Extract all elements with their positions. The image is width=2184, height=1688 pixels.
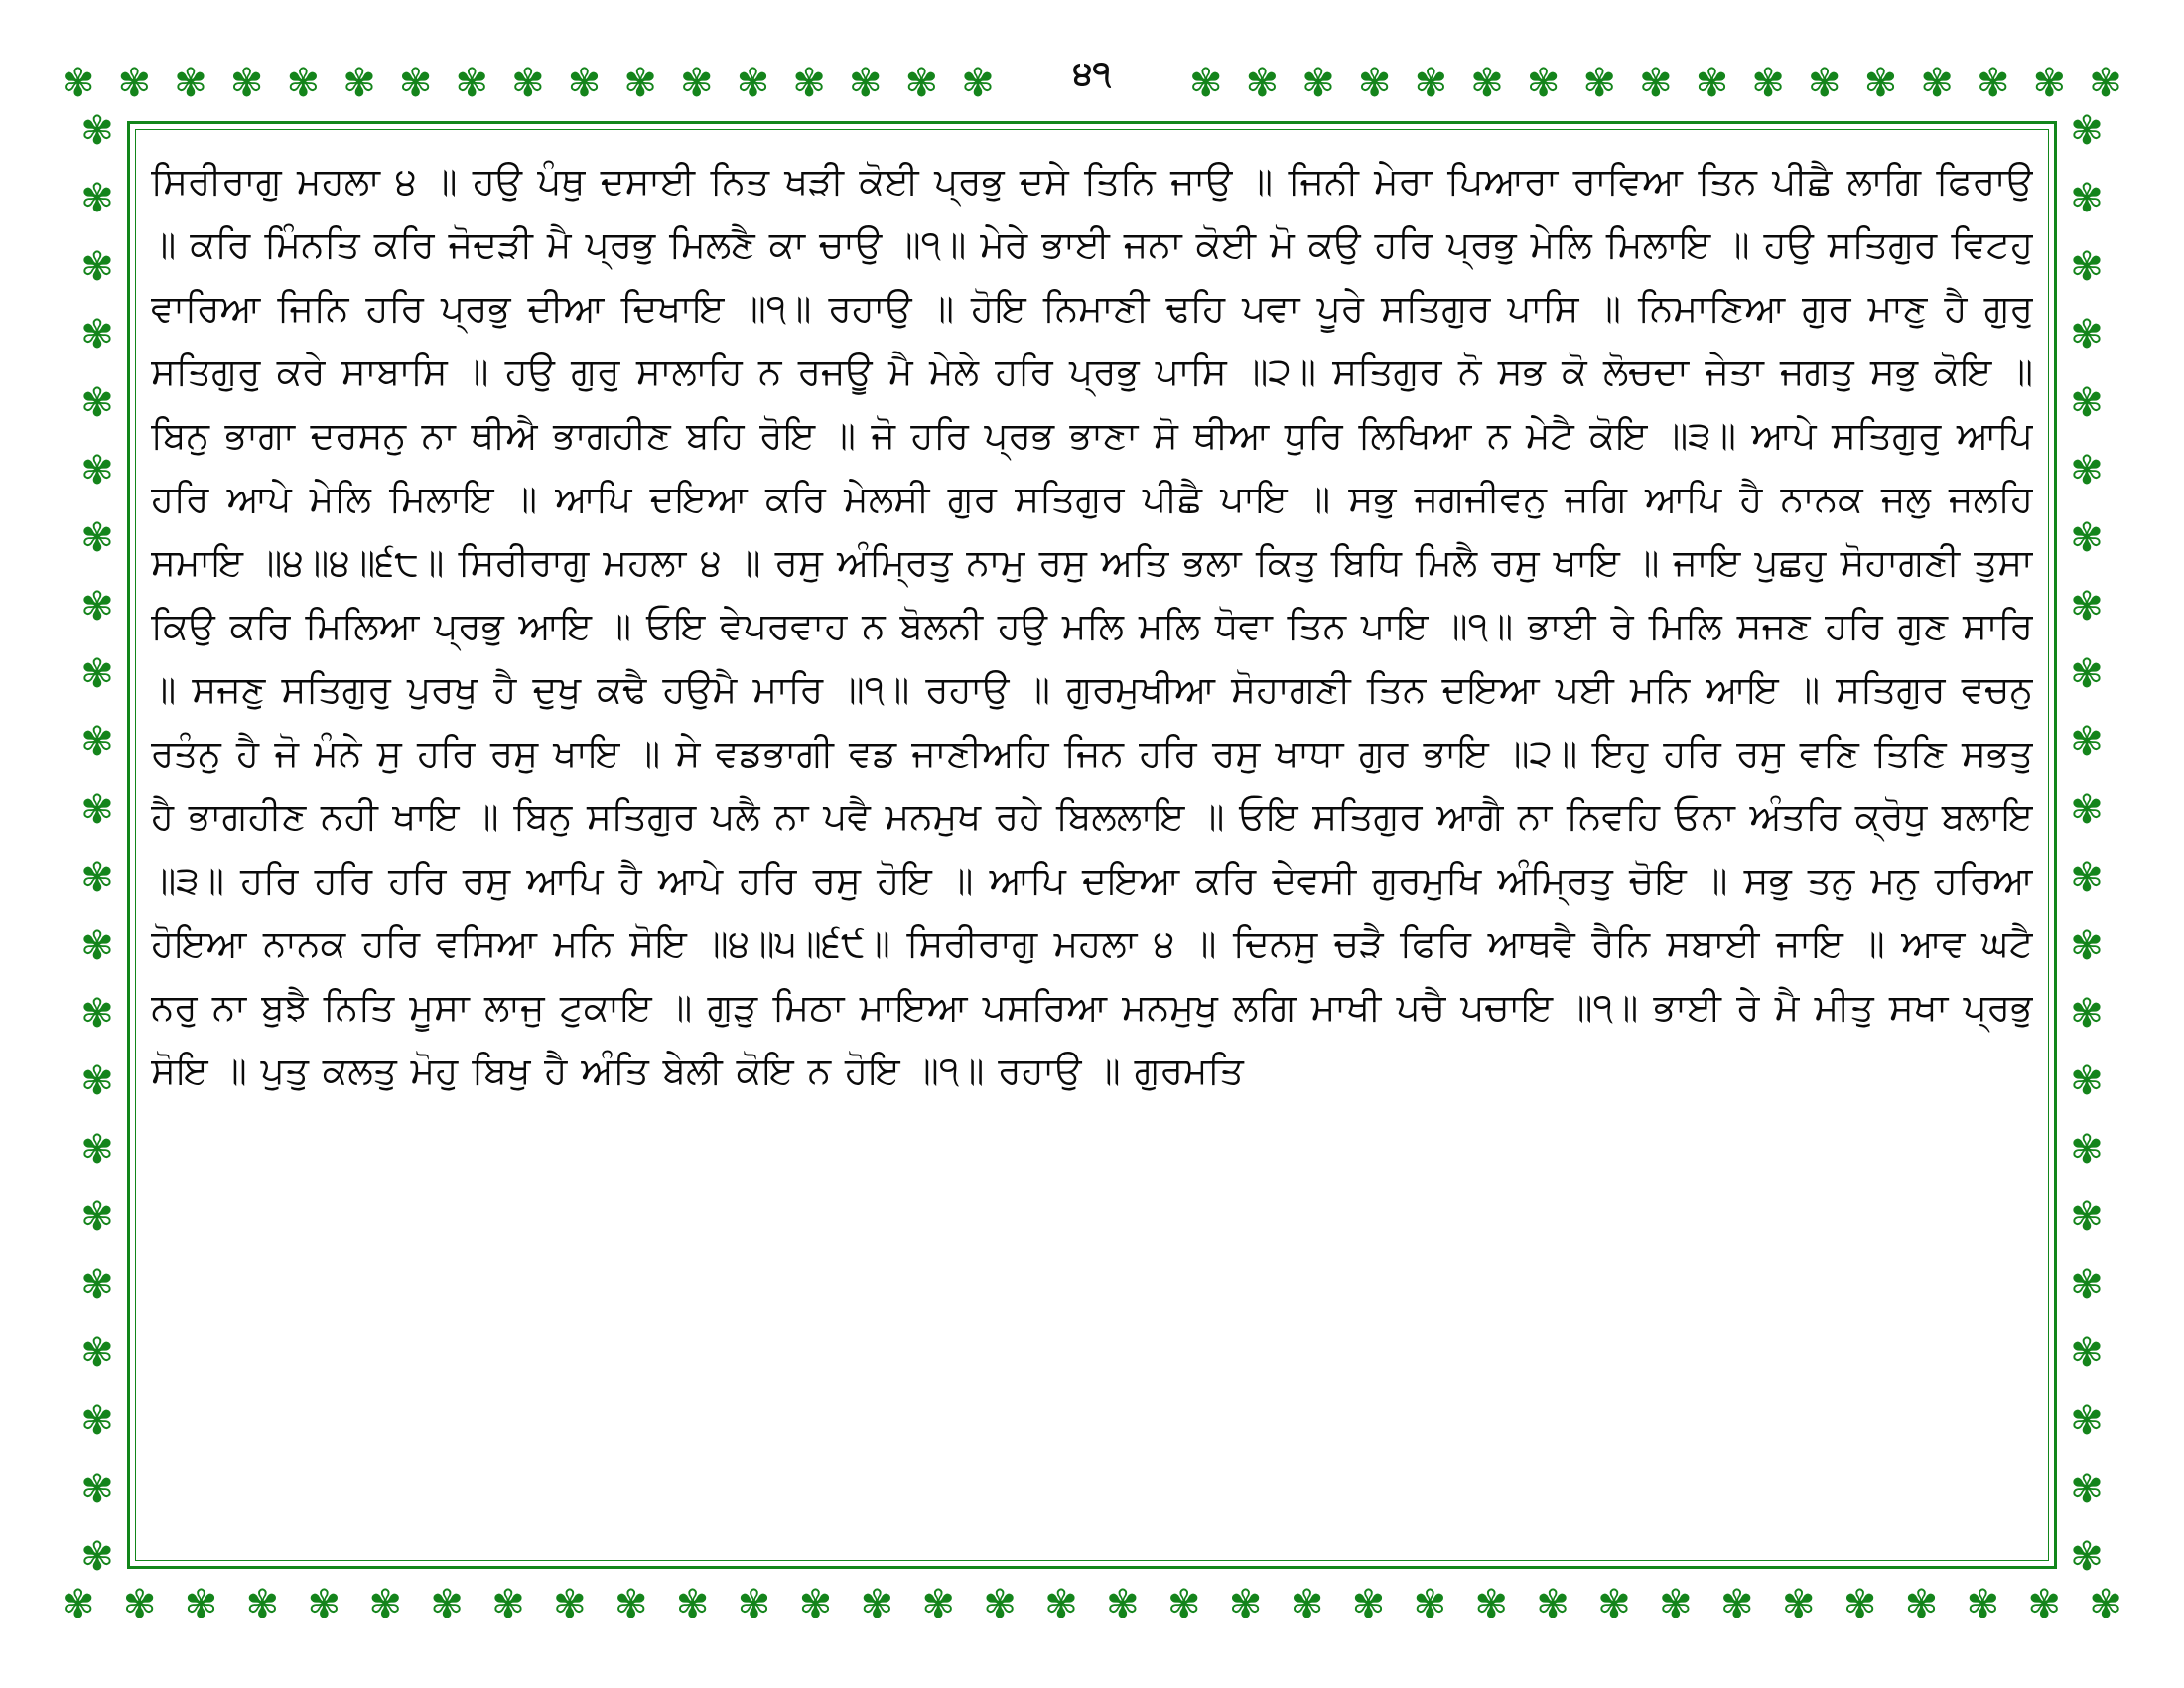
floral-motif-icon: ✾ [80, 515, 114, 562]
floral-motif-icon: ✾ [80, 379, 114, 426]
floral-motif-icon: ✾ [1843, 1582, 1877, 1627]
floral-motif-icon: ✾ [286, 61, 321, 106]
floral-motif-icon: ✾ [62, 1582, 95, 1627]
floral-motif-icon: ✾ [2070, 1058, 2104, 1105]
page-number: ੪੧ [1072, 54, 1112, 93]
floral-motif-icon: ✾ [792, 61, 826, 106]
floral-motif-icon: ✾ [2070, 1195, 2104, 1240]
floral-motif-icon: ✾ [80, 1330, 114, 1376]
floral-motif-icon: ✾ [848, 61, 883, 106]
floral-motif-icon: ✾ [80, 651, 114, 697]
floral-motif-icon: ✾ [1106, 1582, 1140, 1627]
floral-motif-icon: ✾ [2070, 515, 2104, 562]
floral-motif-icon: ✾ [1357, 61, 1392, 106]
border-left [62, 108, 133, 1580]
floral-motif-icon: ✾ [80, 243, 114, 290]
floral-motif-icon: ✾ [2070, 176, 2104, 222]
floral-motif-icon: ✾ [1808, 61, 1842, 106]
floral-motif-icon: ✾ [623, 61, 657, 106]
floral-motif-icon: ✾ [921, 1582, 955, 1627]
floral-motif-icon: ✾ [1966, 1582, 2000, 1627]
floral-motif-icon: ✾ [2070, 312, 2104, 358]
floral-motif-icon: ✾ [307, 1582, 341, 1627]
floral-motif-icon: ✾ [80, 176, 114, 222]
floral-motif-icon: ✾ [1189, 61, 1223, 106]
floral-motif-icon: ✾ [1863, 61, 1898, 106]
floral-motif-icon: ✾ [80, 1262, 114, 1309]
floral-motif-icon: ✾ [80, 312, 114, 358]
floral-motif-icon: ✾ [80, 1195, 114, 1240]
floral-motif-icon: ✾ [1044, 1582, 1078, 1627]
floral-motif-icon: ✾ [122, 1582, 157, 1627]
floral-motif-icon: ✾ [80, 1533, 114, 1580]
floral-motif-icon: ✾ [2070, 447, 2104, 493]
floral-motif-icon: ✾ [2070, 855, 2104, 902]
floral-motif-icon: ✾ [2027, 1582, 2062, 1627]
floral-motif-icon: ✾ [2089, 1582, 2122, 1627]
floral-motif-icon: ✾ [80, 108, 114, 154]
floral-motif-icon: ✾ [675, 1582, 710, 1627]
floral-motif-icon: ✾ [2070, 651, 2104, 697]
floral-motif-icon: ✾ [2070, 1398, 2104, 1445]
floral-motif-icon: ✾ [961, 61, 995, 106]
floral-motif-icon: ✾ [1414, 61, 1448, 106]
floral-motif-icon: ✾ [80, 719, 114, 766]
floral-motif-icon: ✾ [1720, 1582, 1754, 1627]
floral-motif-icon: ✾ [1290, 1582, 1324, 1627]
floral-motif-icon: ✾ [80, 447, 114, 493]
floral-motif-icon: ✾ [680, 61, 714, 106]
floral-motif-icon: ✾ [342, 61, 376, 106]
floral-motif-icon: ✾ [567, 61, 602, 106]
floral-motif-icon: ✾ [1904, 1582, 1939, 1627]
floral-motif-icon: ✾ [2070, 108, 2104, 154]
floral-motif-icon: ✾ [737, 1582, 771, 1627]
floral-motif-icon: ✾ [62, 61, 95, 106]
floral-motif-icon: ✾ [491, 1582, 525, 1627]
floral-motif-icon: ✾ [860, 1582, 894, 1627]
floral-motif-icon: ✾ [2070, 243, 2104, 290]
floral-motif-icon: ✾ [80, 583, 114, 630]
floral-motif-icon: ✾ [80, 786, 114, 833]
floral-motif-icon: ✾ [80, 1058, 114, 1105]
floral-motif-icon: ✾ [1536, 1582, 1570, 1627]
border-right [2051, 108, 2122, 1580]
floral-motif-icon: ✾ [80, 922, 114, 969]
floral-motif-icon: ✾ [1659, 1582, 1693, 1627]
floral-motif-icon: ✾ [2089, 61, 2122, 106]
floral-motif-icon: ✾ [736, 61, 770, 106]
floral-motif-icon: ✾ [80, 855, 114, 902]
floral-motif-icon: ✾ [2070, 1533, 2104, 1580]
border-top-left [62, 48, 995, 119]
scripture-body [151, 149, 2033, 1543]
floral-motif-icon: ✾ [2070, 583, 2104, 630]
floral-motif-icon: ✾ [80, 1126, 114, 1173]
floral-motif-icon: ✾ [1301, 61, 1335, 106]
floral-motif-icon: ✾ [1597, 1582, 1631, 1627]
floral-motif-icon: ✾ [2070, 379, 2104, 426]
floral-motif-icon: ✾ [2070, 990, 2104, 1037]
floral-motif-icon: ✾ [553, 1582, 587, 1627]
floral-motif-icon: ✾ [398, 61, 433, 106]
floral-motif-icon: ✾ [614, 1582, 648, 1627]
floral-motif-icon: ✾ [1582, 61, 1616, 106]
floral-motif-icon: ✾ [1751, 61, 1785, 106]
floral-motif-icon: ✾ [904, 61, 939, 106]
floral-motif-icon: ✾ [1351, 1582, 1386, 1627]
floral-motif-icon: ✾ [2070, 1262, 2104, 1309]
floral-motif-icon: ✾ [1695, 61, 1729, 106]
floral-motif-icon: ✾ [245, 1582, 280, 1627]
floral-motif-icon: ✾ [1976, 61, 2010, 106]
scripture-paragraph: ਸਿਰੀਰਾਗੁ ਮਹਲਾ ੪ ॥ ਹਉ ਪੰਥੁ ਦਸਾਈ ਨਿਤ ਖੜੀ ਕੋਈ ਪ੍ਰਭੁ ਦਸੇ ਤਿਨਿ ਜਾਉ ॥ ਜਿਨੀ ਮੇਰਾ ਪਿਆਰਾ ਰਾਵਿਆ ਤਿਨ ਪੀਛੈ ਲਾਗਿ ਫਿਰਾਉ ॥ ਕਰਿ ਮਿੰਨਤਿ ਕਰਿ ਜੋਦੜੀ ਮੈ ਪ੍ਰਭੁ ਮਿਲਣੈ ਕਾ ਚਾਉ ॥੧॥ ਮੇਰੇ ਭਾਈ ਜਨਾ ਕੋਈ ਮੋ ਕਉ ਹਰਿ ਪ੍ਰਭੁ ਮੇਲਿ ਮਿਲਾਇ ॥ ਹਉ ਸਤਿਗੁਰ ਵਿਟਹੁ ਵਾਰਿਆ ਜਿਨਿ ਹਰਿ ਪ੍ਰਭੁ ਦੀਆ ਦਿਖਾਇ ॥੧॥ ਰਹਾਉ ॥ ਹੋਇ ਨਿਮਾਣੀ ਢਹਿ ਪਵਾ ਪੂਰੇ ਸਤਿਗੁਰ ਪਾਸਿ ॥ ਨਿਮਾਣਿਆ ਗੁਰ ਮਾਣੁ ਹੈ ਗੁਰੁ ਸਤਿਗੁਰੁ ਕਰੇ ਸਾਬਾਸਿ ॥ ਹਉ ਗੁਰੁ ਸਾਲਾਹਿ ਨ ਰਜਊ ਮੈ ਮੇਲੇ ਹਰਿ ਪ੍ਰਭੁ ਪਾਸਿ ॥੨॥ ਸਤਿਗੁਰ ਨੋ ਸਭ ਕੋ ਲੋਚਦਾ ਜੇਤਾ ਜਗਤੁ ਸਭੁ ਕੋਇ ॥ ਬਿਨੁ ਭਾਗਾ ਦਰਸਨੁ ਨਾ ਥੀਐ ਭਾਗਹੀਣ ਬਹਿ ਰੋਇ ॥ ਜੋ ਹਰਿ ਪ੍ਰਭ ਭਾਣਾ ਸੋ ਥੀਆ ਧੁਰਿ ਲਿਖਿਆ ਨ ਮੇਟੈ ਕੋਇ ॥੩॥ ਆਪੇ ਸਤਿਗੁਰੁ ਆਪਿ ਹਰਿ ਆਪੇ ਮੇਲਿ ਮਿਲਾਇ ॥ ਆਪਿ ਦਇਆ ਕਰਿ ਮੇਲਸੀ ਗੁਰ ਸਤਿਗੁਰ ਪੀਛੈ ਪਾਇ ॥ ਸਭੁ ਜਗਜੀਵਨੁ ਜਗਿ ਆਪਿ ਹੈ ਨਾਨਕ ਜਲੁ ਜਲਹਿ ਸਮਾਇ ॥੪॥੪॥੬੮॥ ਸਿਰੀਰਾਗੁ ਮਹਲਾ ੪ ॥ ਰਸੁ ਅੰਮ੍ਰਿਤੁ ਨਾਮੁ ਰਸੁ ਅਤਿ ਭਲਾ ਕਿਤੁ ਬਿਧਿ ਮਿਲੈ ਰਸੁ ਖਾਇ ॥ ਜਾਇ ਪੁਛਹੁ ਸੋਹਾਗਣੀ ਤੁਸਾ ਕਿਉ ਕਰਿ ਮਿਲਿਆ ਪ੍ਰਭੁ ਆਇ ॥ ਓਇ ਵੇਪਰਵਾਹ ਨ ਬੋਲਨੀ ਹਉ ਮਲਿ ਮਲਿ ਧੋਵਾ ਤਿਨ ਪਾਇ ॥੧॥ ਭਾਈ ਰੇ ਮਿਲਿ ਸਜਣ ਹਰਿ ਗੁਣ ਸਾਰਿ ॥ ਸਜਣੁ ਸਤਿਗੁਰੁ ਪੁਰਖੁ ਹੈ ਦੁਖੁ ਕਢੈ ਹਉਮੈ ਮਾਰਿ ॥੧॥ ਰਹਾਉ ॥ ਗੁਰਮੁਖੀਆ ਸੋਹਾਗਣੀ ਤਿਨ ਦਇਆ ਪਈ ਮਨਿ ਆਇ ॥ ਸਤਿਗੁਰ ਵਚਨੁ ਰਤੰਨੁ ਹੈ ਜੋ ਮੰਨੇ ਸੁ ਹਰਿ ਰਸੁ ਖਾਇ ॥ ਸੇ ਵਡਭਾਗੀ ਵਡ ਜਾਣੀਅਹਿ ਜਿਨ ਹਰਿ ਰਸੁ ਖਾਧਾ ਗੁਰ ਭਾਇ ॥੨॥ ਇਹੁ ਹਰਿ ਰਸੁ ਵਣਿ ਤਿਣਿ ਸਭਤੁ ਹੈ ਭਾਗਹੀਣ ਨਹੀ ਖਾਇ ॥ ਬਿਨੁ ਸਤਿਗੁਰ ਪਲੈ ਨਾ ਪਵੈ ਮਨਮੁਖ ਰਹੇ ਬਿਲਲਾਇ ॥ ਓਇ ਸਤਿਗੁਰ ਆਗੈ ਨਾ ਨਿਵਹਿ ਓਨਾ ਅੰਤਰਿ ਕ੍ਰੋਧੁ ਬਲਾਇ ॥੩॥ ਹਰਿ ਹਰਿ ਹਰਿ ਰਸੁ ਆਪਿ ਹੈ ਆਪੇ ਹਰਿ ਰਸੁ ਹੋਇ ॥ ਆਪਿ ਦਇਆ ਕਰਿ ਦੇਵਸੀ ਗੁਰਮੁਖਿ ਅੰਮ੍ਰਿਤੁ ਚੋਇ ॥ ਸਭੁ ਤਨੁ ਮਨੁ ਹਰਿਆ ਹੋਇਆ ਨਾਨਕ ਹਰਿ ਵਸਿਆ ਮਨਿ ਸੋਇ ॥੪॥੫॥੬੯॥ ਸਿਰੀਰਾਗੁ ਮਹਲਾ ੪ ॥ ਦਿਨਸੁ ਚੜੈ ਫਿਰਿ ਆਥਵੈ ਰੈਨਿ ਸਬਾਈ ਜਾਇ ॥ ਆਵ ਘਟੈ ਨਰੁ ਨਾ ਬੁਝੈ ਨਿਤਿ ਮੂਸਾ ਲਾਜੁ ਟੁਕਾਇ ॥ ਗੁੜੁ ਮਿਠਾ ਮਾਇਆ ਪਸਰਿਆ ਮਨਮੁਖੁ ਲਗਿ ਮਾਖੀ ਪਚੈ ਪਚਾਇ ॥੧॥ ਭਾਈ ਰੇ ਮੈ ਮੀਤੁ ਸਖਾ ਪ੍ਰਭੁ ਸੋਇ ॥ ਪੁਤੁ ਕਲਤੁ ਮੋਹੁ ਬਿਖੁ ਹੈ ਅੰਤਿ ਬੇਲੀ ਕੋਇ ਨ ਹੋਇ ॥੧॥ ਰਹਾਉ ॥ ਗੁਰਮਤਿ [151, 159, 2033, 1092]
floral-motif-icon: ✾ [2070, 1330, 2104, 1376]
floral-motif-icon: ✾ [2070, 1126, 2104, 1173]
floral-motif-icon: ✾ [1167, 1582, 1201, 1627]
floral-motif-icon: ✾ [2032, 61, 2067, 106]
floral-motif-icon: ✾ [1245, 61, 1280, 106]
floral-motif-icon: ✾ [983, 1582, 1017, 1627]
floral-motif-icon: ✾ [368, 1582, 402, 1627]
floral-motif-icon: ✾ [80, 990, 114, 1037]
floral-motif-icon: ✾ [1781, 1582, 1816, 1627]
floral-motif-icon: ✾ [430, 1582, 464, 1627]
border-bottom [62, 1569, 2122, 1640]
floral-motif-icon: ✾ [80, 1398, 114, 1445]
floral-motif-icon: ✾ [184, 1582, 218, 1627]
floral-motif-icon: ✾ [511, 61, 545, 106]
floral-motif-icon: ✾ [80, 1466, 114, 1512]
floral-motif-icon: ✾ [2070, 1466, 2104, 1512]
floral-motif-icon: ✾ [798, 1582, 833, 1627]
floral-motif-icon: ✾ [1470, 61, 1504, 106]
floral-motif-icon: ✾ [1526, 61, 1561, 106]
floral-motif-icon: ✾ [1474, 1582, 1508, 1627]
floral-motif-icon: ✾ [2070, 922, 2104, 969]
floral-motif-icon: ✾ [1228, 1582, 1263, 1627]
floral-motif-icon: ✾ [174, 61, 207, 106]
floral-motif-icon: ✾ [229, 61, 264, 106]
floral-motif-icon: ✾ [2070, 786, 2104, 833]
border-top-right [1189, 48, 2122, 119]
floral-motif-icon: ✾ [1413, 1582, 1447, 1627]
floral-motif-icon: ✾ [455, 61, 488, 106]
floral-motif-icon: ✾ [2070, 719, 2104, 766]
floral-motif-icon: ✾ [1639, 61, 1673, 106]
floral-motif-icon: ✾ [1920, 61, 1954, 106]
floral-motif-icon: ✾ [117, 61, 152, 106]
